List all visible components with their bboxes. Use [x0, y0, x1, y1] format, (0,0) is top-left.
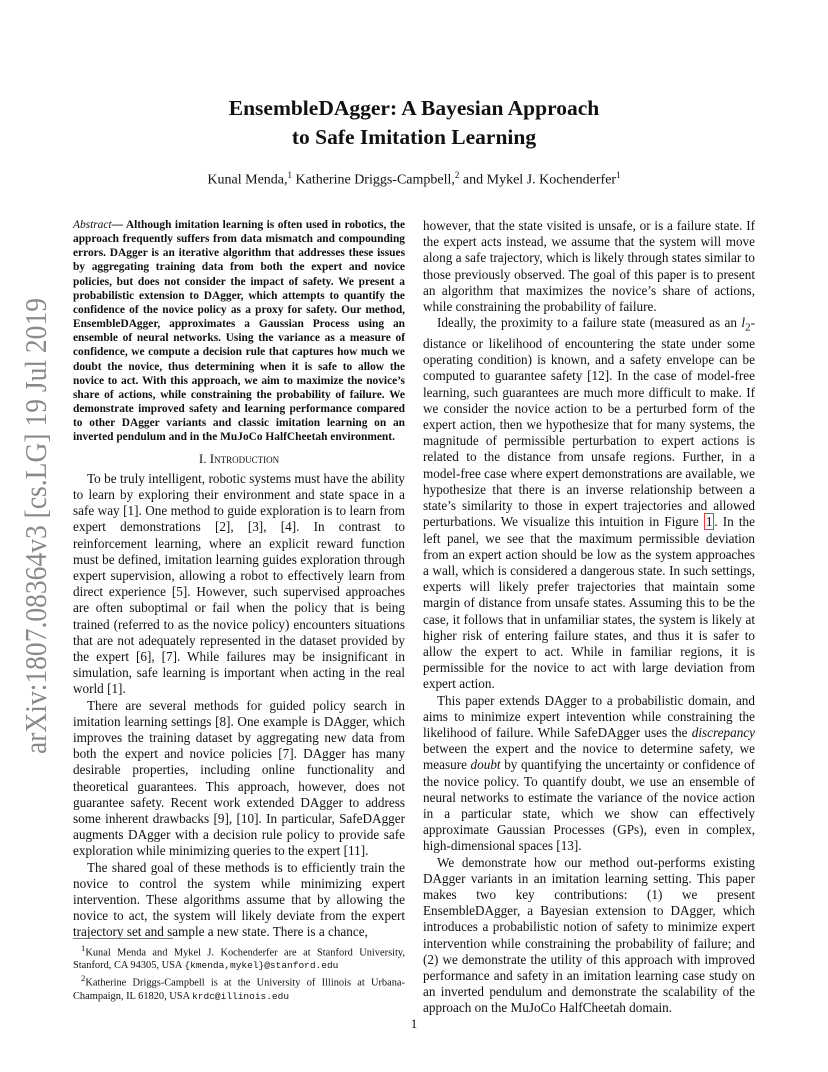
right-p2-text-b: -distance or likelihood of encountering the state under some operating condition) is known, and a safety envelope can be computed to guarantee safety [12]. In the case of model-free learning, such guarantees are much more difficult to make. If we consider the novice action to be a perturbed form of the expert action, then we hypothesize that for many systems, the magnitude of permissible perturbation to expert actions is related to the distance from unsafe regions. Further, in a model-free case where expert demonstrations are available, we hypothesize that there is an inverse relationship between a state’s similarity to those in expert trajectories and allowed perturbations. We visualize this intuition in Figure — [423, 315, 755, 530]
footnote-1 — [73, 942, 405, 972]
footnote-2-mark: 2 — [81, 973, 86, 984]
right-p3-text-b: between the expert and the novice to determine safety, we measure — [423, 741, 755, 773]
author-1-affil: 1 — [287, 170, 292, 180]
author-list — [0, 170, 828, 189]
right-p2-text-a: Ideally, the proximity to a failure state (measured as an — [437, 315, 742, 331]
footnote-2-email[interactable]: krdc@illinois.edu — [192, 990, 290, 1002]
footnote-2-text: Katherine Driggs-Campbell is at the University of Illinois at Urbana-Champaign, IL 61820, USA — [73, 977, 405, 1002]
arxiv-id-text: arXiv:1807.08364v3 [cs.LG] 19 Jul 2019 — [18, 296, 53, 754]
author-2: Katherine Driggs-Campbell, — [295, 172, 455, 188]
intro-paragraph-2: There are several methods for guided policy search in imitation learning settings [8]. One example is DAgger, which improves the training dataset by aggregating new data from both the expert and novice policies [7]. DAgger has many desirable properties, including online functionality and theoretical guarantees. This approach, however, does not guarantee safety. Recent work extended DAgger to address some inherent drawbacks [9], [10]. In particular, SafeDAgger augments DAgger with a decision rule policy to provide safe exploration while minimizing queries to the expert [11]. — [73, 697, 405, 859]
footnote-1-email[interactable]: {kmenda,mykel}@stanford.edu — [184, 960, 339, 972]
abstract-text: — Although imitation learning is often used in robotics, the approach frequently suffers from data mismatch and compounding errors. DAgger is an iterative algorithm that addresses these issues by aggregating training data from both the expert and novice policies, but does not consider the impact of safety. We present a probabilistic extension to DAgger, which attempts to quantify the confidence of the novice policy as a proxy for safety. Our method, EnsembleDAgger, approximates a Gaussian Process using an ensemble of neural networks. Using the variance as a measure of confidence, we compute a decision rule that captures how much we doubt the novice, thus determining when it is safe to allow the novice to act. With this approach, we aim to maximize the novice’s share of actions, while constraining the probability of failure. We demonstrate improved safety and learning performance compared to other DAgger variants and classic imitation learning on an inverted pendulum and in the MuJoCo HalfCheetah environment. — [73, 219, 405, 444]
doubt-term: doubt — [470, 757, 501, 773]
paper-title — [0, 94, 828, 152]
l2-subscript: 2 — [745, 321, 751, 334]
footnote-1-text: Kunal Menda and Mykel J. Kochenderfer are at Stanford University, Stanford, CA 94305, USA — [73, 947, 405, 972]
author-3: and Mykel J. Kochenderfer — [462, 172, 617, 188]
right-paragraph-1: however, that the state visited is unsafe, or is a failure state. If the expert acts instead, we assume that the system will move along a safe trajectory, which is likely through states similar to those previously observed. The goal of this paper is to present an algorithm that maximizes the novice’s share of actions, while constraining the probability of failure. — [423, 218, 755, 315]
intro-paragraph-1: To be truly intelligent, robotic systems must have the ability to learn by exploring their environment and state space in a safe way [1]. One method to guide exploration is to learn from expert demonstrations [2], [3], [4]. In contrast to reinforcement learning, where an explicit reward function must be defined, imitation learning guides exploration through expert supervision, allowing a robot to effectively learn from direct experience [5]. However, such supervised approaches are often suboptimal or fail when the policy that is being trained (referred to as the novice policy) encounters situations that are not adequately represented in the dataset provided by the expert [6], [7]. While failures may be insignificant in simulation, safe learning is important when acting in the real world [1]. — [73, 470, 405, 697]
footnote-2 — [73, 972, 405, 1002]
footnote-1-mark: 1 — [81, 943, 86, 953]
intro-paragraph-3: The shared goal of these methods is to efficiently train the novice to control the system while minimizing expert intervention. These algorithms assume that by allowing the novice to act, the system will likely deviate from the expert trajectory set and sample a new state. There is a chance, — [73, 859, 405, 940]
footnote-rule — [73, 938, 173, 939]
right-paragraph-2 — [423, 315, 755, 692]
left-column — [73, 218, 405, 941]
page-number: 1 — [410, 1016, 418, 1031]
right-p3-text-a: This paper extends DAgger to a probabilistic domain, and aims to minimize expert intevention while constraining the likelihood of failure. While SafeDAgger uses the — [423, 692, 755, 740]
right-column — [423, 218, 755, 1017]
footnotes — [73, 938, 405, 1003]
abstract — [73, 218, 405, 445]
title-line-1: EnsembleDAgger: A Bayesian Approach — [228, 96, 600, 120]
title-line-2: to Safe Imitation Learning — [291, 125, 537, 149]
right-p3-text-c: by quantifying the uncertainty or confidence of the novice policy. To quantify doubt, we use an ensemble of neural networks to estimate the variance of the novice action in a particular state, which we show can effectively approximate Gaussian Processes (GPs), even in complex, high-dimensional spaces [13]. — [423, 757, 756, 854]
discrepancy-term: discrepancy — [691, 724, 755, 740]
right-paragraph-4: We demonstrate how our method out-performs existing DAgger variants in an imitation learning setting. This paper makes two key contributions: (1) we present EnsembleDAgger, a Bayesian extension to DAgger, which introduces a probabilistic notion of safety to minimize expert intervention while constraining the probability of failure; and (2) we demonstrate the utility of this approach with improved performance and safety in an imitation learning case study on an inverted pendulum and demonstrate the scalability of the approach on the MuJoCo HalfCheetah domain. — [423, 854, 755, 1016]
section-heading-introduction: I. Introduction — [198, 450, 280, 466]
arxiv-sidebar-stamp — [8, 296, 60, 758]
author-2-affil: 2 — [454, 170, 460, 180]
author-1: Kunal Menda, — [207, 172, 288, 188]
right-p2-text-c: . In the left panel, we see that the maximum permissible deviation from an expert action should be low as the system approaches a wall, which is considered a dangerous state. In such settings, experts will likely prefer trajectories that maintain some margin of distance from unsafe states. Assuming this to be the case, it follows that in unfamiliar states, the system is likely at higher risk of entering failure states, and thus it is safer to allow the expert to act. While in familiar regions, it is permissible for the novice to act with large deviation from expert action. — [423, 514, 755, 692]
abstract-label: Abstract — [73, 219, 112, 231]
right-paragraph-3 — [423, 693, 755, 855]
author-3-affil: 1 — [616, 170, 621, 180]
l2-symbol: l — [741, 315, 746, 331]
figure-1-link[interactable]: 1 — [705, 514, 713, 530]
